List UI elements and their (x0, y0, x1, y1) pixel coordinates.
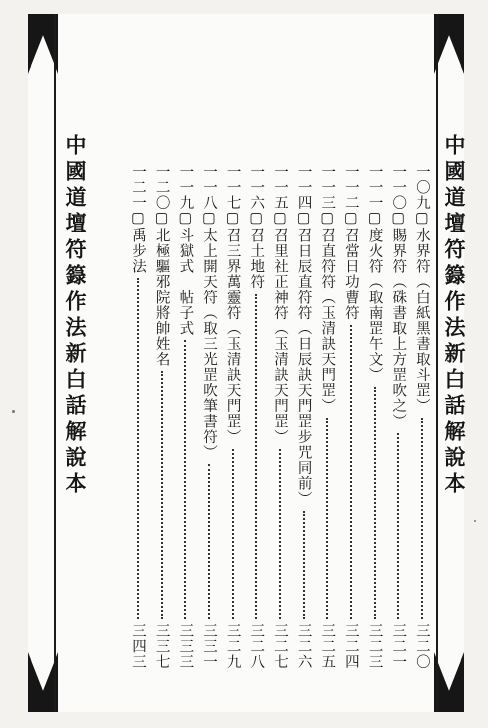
toc-entry (223, 164, 243, 669)
dot-leader (161, 371, 163, 619)
dot-leader (303, 511, 305, 619)
toc-entry (341, 164, 361, 669)
toc-entry-page: 三四三 (130, 622, 146, 669)
toc-entry-page: 三二八 (248, 622, 265, 669)
toc-entry-title: 一二〇▢北極驅邪院將帥姓名 (153, 164, 170, 367)
toc-entry-title: 一二一▢禹步法 (130, 164, 146, 274)
toc-entry-page: 三二七 (271, 622, 288, 669)
book-page (28, 14, 467, 712)
dot-leader (208, 464, 210, 619)
dot-leader (397, 433, 399, 619)
toc-entry-title: 一一五▢召里社正神符（玉清訣天門罡） (271, 164, 288, 445)
toc-entry-title: 一一九▢斗獄式 帖子式 (177, 164, 194, 336)
toc-entry-page: 三二一 (390, 622, 407, 669)
toc-entry-title: 一一〇▢賜界符（硃書取上方罡吹之） (390, 164, 407, 429)
toc-entry-page: 三三一 (200, 622, 217, 669)
toc-entry-page: 三二六 (295, 622, 312, 669)
toc-entry-title: 一一七▢召三界萬靈符（玉清訣天門罡） (224, 164, 241, 445)
toc-entry-page: 三三七 (153, 622, 170, 669)
chevron-ornament-icon (434, 652, 464, 712)
toc-entry-title: 一一一▢度火符（取南罡午文） (366, 164, 383, 383)
toc-entry-page: 三二三 (366, 622, 383, 669)
toc-entry-page: 三二四 (342, 622, 359, 669)
toc-entry-title: 一一三▢召直符符（玉清訣天門罡） (319, 164, 336, 414)
toc-entry-title: 一〇九▢水界符（白紙黑書取斗罡） (413, 164, 430, 414)
left-border-strip (28, 14, 58, 712)
toc-entry-title: 一一四▢召日辰直符符（日辰訣天門罡步咒同前） (295, 164, 312, 507)
dot-leader (374, 387, 376, 619)
toc-entry-page: 三二五 (319, 622, 336, 669)
toc-entry-title: 一一八▢太上開天符（取三光罡吹筆書符） (200, 164, 217, 460)
dot-leader (184, 340, 186, 619)
toc-entry (246, 164, 266, 669)
table-of-contents (128, 164, 432, 669)
toc-entry (365, 164, 385, 669)
toc-entry-page: 三二〇 (413, 622, 430, 669)
dot-leader (255, 294, 257, 619)
scan-speck (12, 410, 15, 413)
chevron-ornament-icon (434, 14, 464, 74)
dot-leader (326, 418, 328, 619)
dot-leader (350, 325, 352, 619)
toc-entry-page: 三二九 (224, 622, 241, 669)
toc-entry (270, 164, 290, 669)
running-title-left: 中國道壇符籙作法新白話解說本 (63, 134, 88, 498)
dot-leader (232, 449, 234, 619)
toc-entry-title: 一一二▢召當日功曹符 (342, 164, 359, 321)
toc-entry (388, 164, 408, 669)
dot-leader (279, 449, 281, 619)
toc-entry (128, 164, 148, 669)
toc-entry-page: 三三三 (177, 622, 194, 669)
scan-speck (474, 520, 476, 522)
running-title-right: 中國道壇符籙作法新白話解說本 (442, 134, 467, 498)
toc-entry (412, 164, 432, 669)
border-rule (54, 14, 56, 712)
dot-leader (421, 418, 423, 619)
toc-entry (175, 164, 195, 669)
toc-entry (152, 164, 172, 669)
toc-entry (199, 164, 219, 669)
border-rule (436, 14, 438, 712)
dot-leader (137, 278, 139, 619)
toc-entry (317, 164, 337, 669)
toc-entry (294, 164, 314, 669)
toc-entry-title: 一一六▢召土地符 (248, 164, 265, 290)
